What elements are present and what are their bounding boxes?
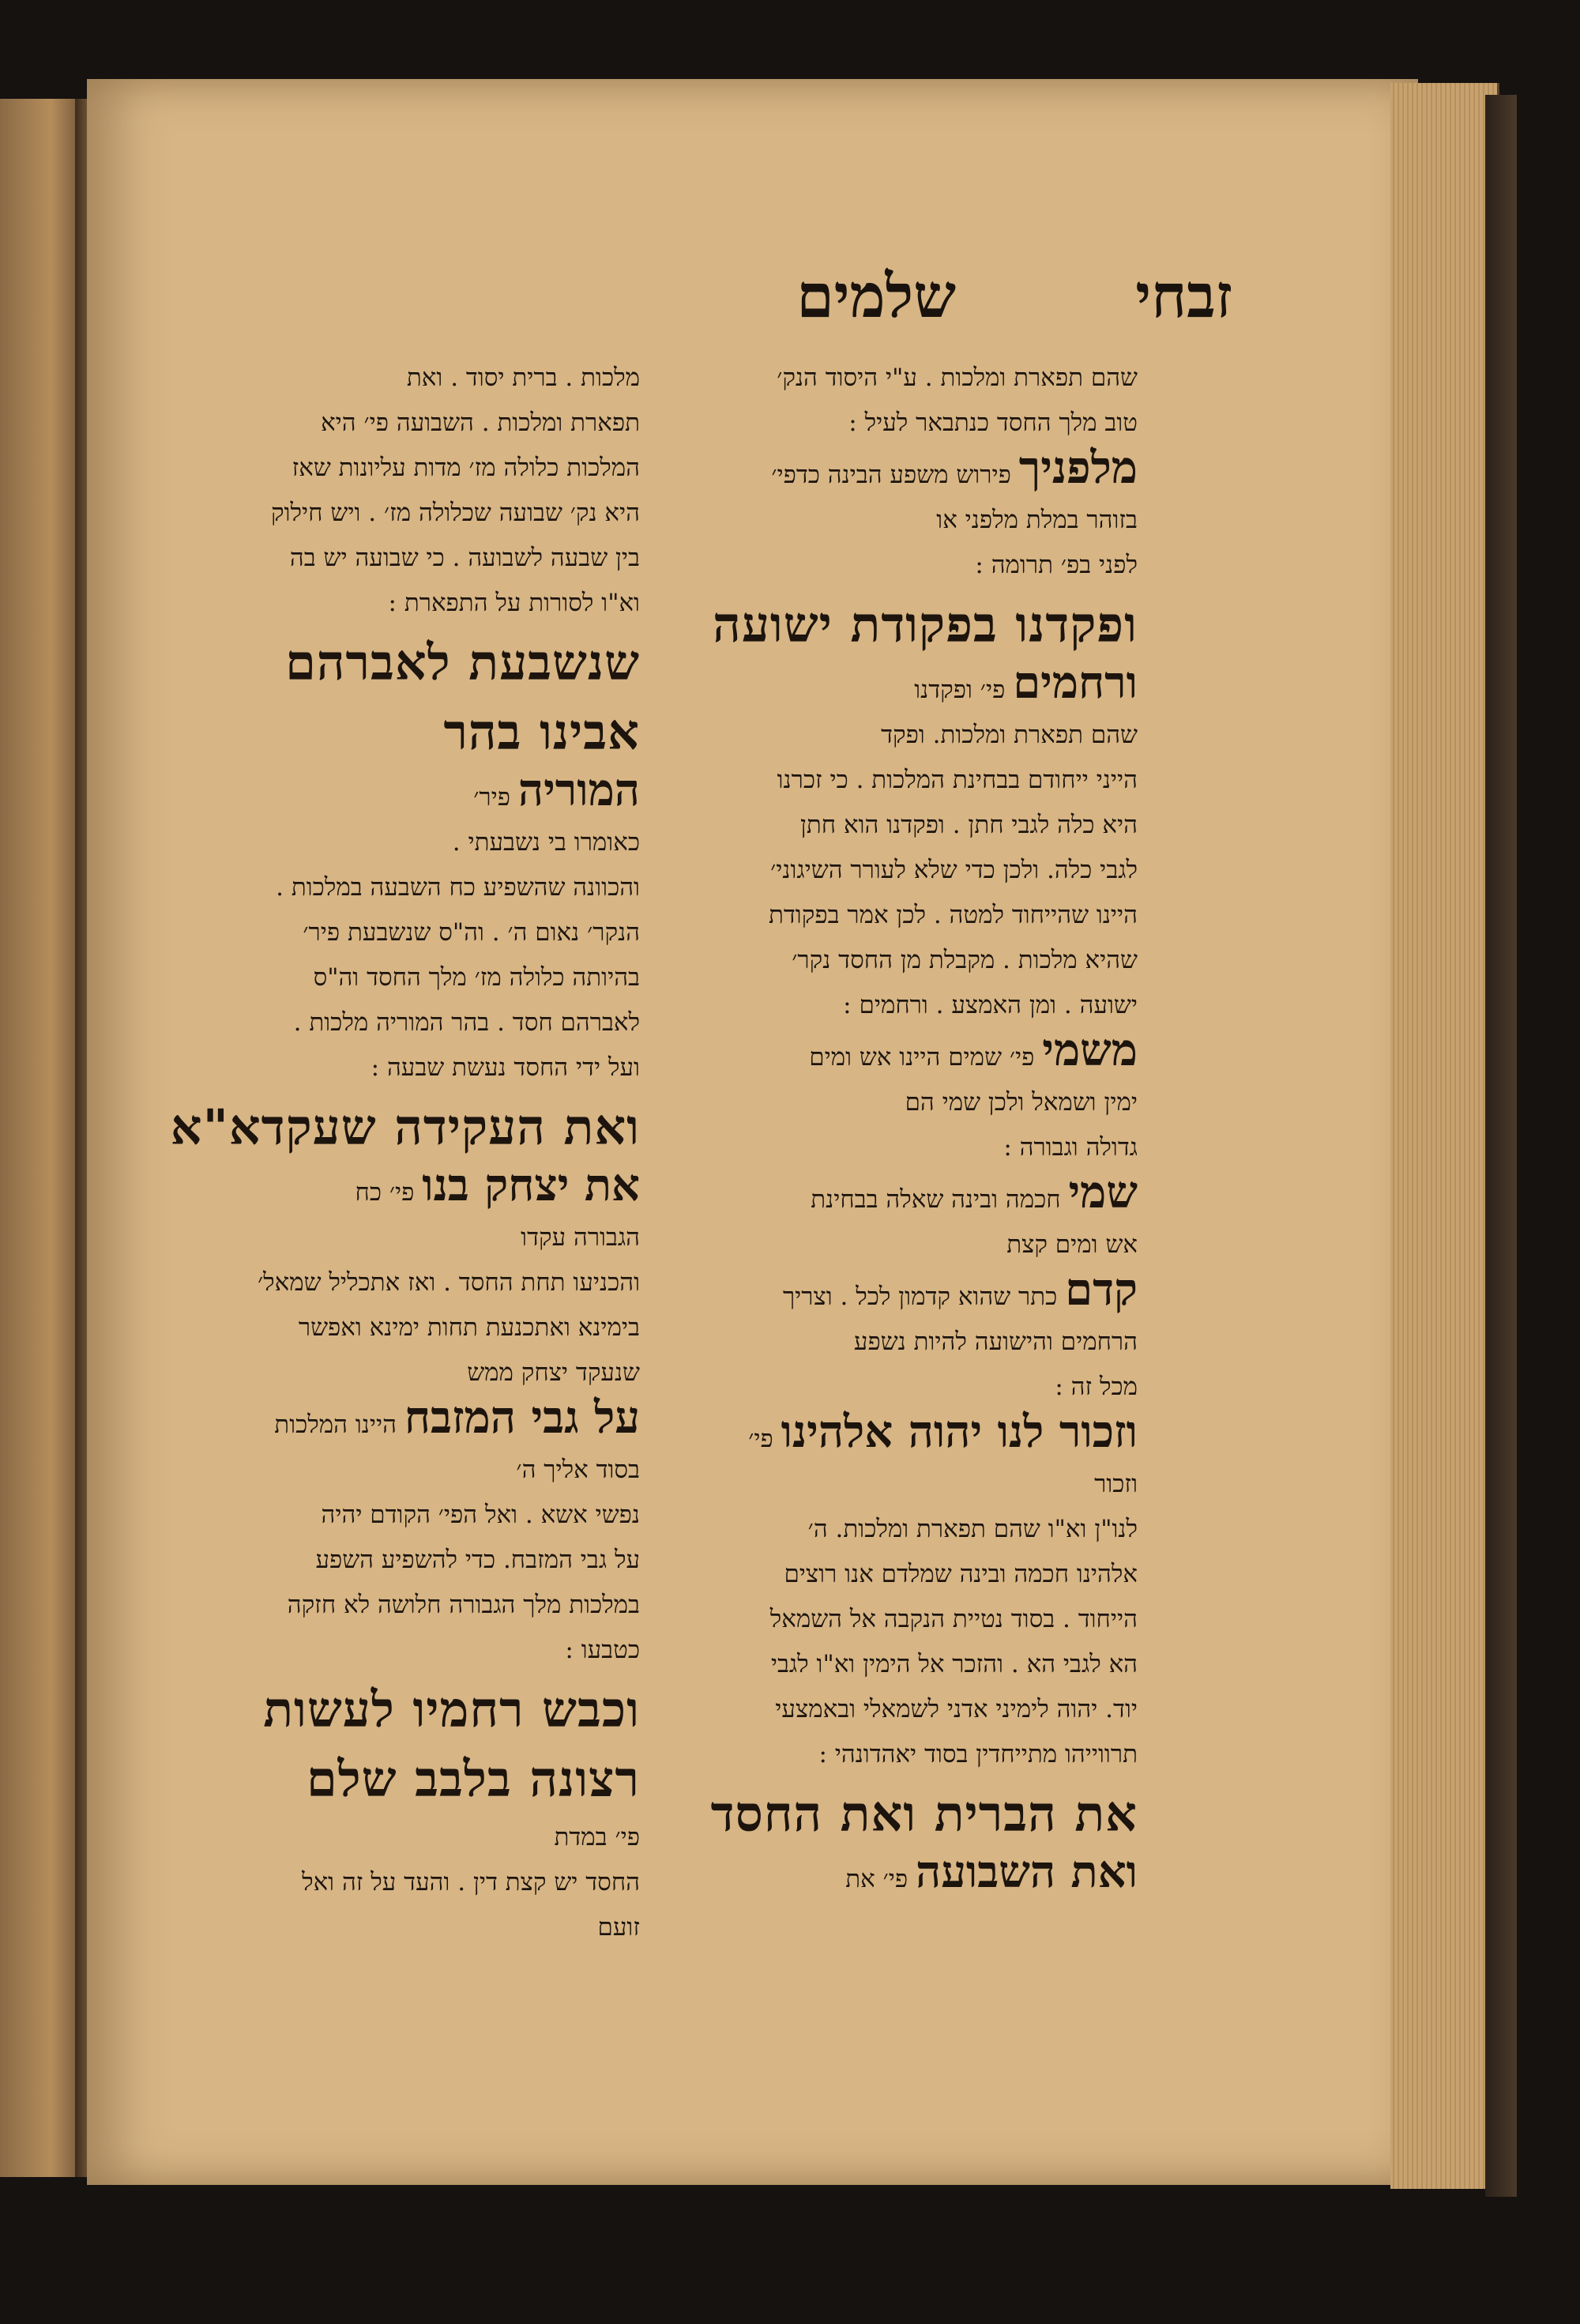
running-header-right: זבחי — [1135, 261, 1232, 331]
heading-line: את הברית ואת החסד — [710, 1785, 1138, 1843]
text-line: הרחמים והישועה להיות נשפע — [853, 1328, 1138, 1356]
text-line: היא נק׳ שבועה שכלולה מז׳ . ויש חילוק — [271, 499, 640, 527]
text-line: המלכות כלולה מז׳ מדות עליונות שאז — [292, 454, 640, 482]
text-line-with-lead — [648, 1264, 1138, 1320]
text-line: זועם — [597, 1913, 640, 1942]
lead-word: ואת השבועה — [915, 1846, 1138, 1898]
lead-word: המוריה — [517, 764, 640, 816]
lead-word: שמי — [1068, 1166, 1138, 1218]
lead-word: ורחמים — [1013, 657, 1138, 709]
lead-gloss: פי׳ כח — [355, 1178, 415, 1207]
text-line: נפשי אשא . ואל הפי׳ הקודם יהיה — [321, 1501, 640, 1529]
text-line-with-lead — [648, 1166, 1138, 1222]
lead-gloss: פי׳ שמים היינו אש ומים — [809, 1043, 1035, 1072]
text-line: היינו שהייחוד למטה . לכן אמר בפקודת — [768, 901, 1138, 929]
heading-line: אבינו בהר — [443, 703, 640, 761]
lead-gloss: פיר׳ — [473, 783, 510, 812]
lead-word: וזכור לנו יהוה אלהינו — [781, 1406, 1138, 1458]
text-line: מלכות . ברית יסוד . ואת — [406, 363, 640, 392]
right-column — [648, 356, 1138, 1902]
running-header-left: שלמים — [796, 261, 956, 331]
text-line: כאומרו בי נשבעתי . — [452, 828, 640, 857]
heading-line: ופקדנו בפקודת ישועה — [713, 596, 1138, 654]
text-line: פי׳ במדת — [554, 1823, 640, 1851]
running-header — [442, 261, 1232, 348]
heading-line: וכבש רחמיו לעשות — [263, 1681, 640, 1738]
text-line-with-lead — [150, 1159, 640, 1215]
text-line: תפארת ומלכות . השבועה פי׳ היא — [321, 409, 640, 437]
text-line: שהם תפארת ומלכות . ע"י היסוד הנק׳ — [777, 363, 1138, 392]
text-line: לגבי כלה. ולכן כדי שלא לעורר השיגוני׳ — [770, 856, 1138, 884]
text-line: וא"ו לסורות על התפארת : — [388, 589, 640, 617]
text-line: הא לגבי הא . והזכר אל הימין וא"ו לגבי — [770, 1650, 1138, 1678]
text-line: אלהינו חכמה ובינה שמלדם אנו רוצים — [784, 1560, 1138, 1588]
text-line: הייחוד . בסוד נטיית הנקבה אל השמאל — [769, 1605, 1138, 1633]
book-cover-edge — [1485, 95, 1517, 2197]
text-line: אש ומים קצת — [1006, 1230, 1138, 1259]
lead-gloss: חכמה ובינה שאלה בבחינת — [811, 1185, 1061, 1214]
text-line-with-lead — [648, 442, 1138, 498]
text-line: החסד יש קצת דין . והעד על זה ואל — [302, 1868, 640, 1896]
lead-gloss: פירוש משפע הבינה כדפי׳ — [771, 461, 1011, 489]
text-line: מכל זה : — [1055, 1373, 1138, 1401]
facing-page-edge — [0, 99, 85, 2177]
text-line: בימינא ואתכנעת תחות ימינא ואפשר — [298, 1313, 640, 1342]
heading-line: שנשבעת לאברהם — [285, 634, 640, 691]
text-line: הנקר׳ נאום ה׳ . וה"ס שנשבעת פיר׳ — [303, 918, 640, 947]
text-line-with-lead — [648, 1406, 1138, 1462]
text-line: והכניעו תחת החסד . ואז אתכליל שמאל׳ — [257, 1268, 640, 1297]
text-line: בין שבעה לשבועה . כי שבועה יש בה — [289, 544, 640, 572]
text-line: הגבורה עקדו — [521, 1223, 640, 1252]
text-line: ימין ושמאל ולכן שמי הם — [905, 1088, 1138, 1117]
text-line: לנו"ן וא"ו שהם תפארת ומלכות. ה׳ — [807, 1515, 1138, 1543]
lead-word: על גבי המזבח — [404, 1392, 640, 1444]
text-line-with-lead — [648, 1024, 1138, 1080]
text-line: כטבעו : — [565, 1636, 640, 1664]
text-line: בסוד אליך ה׳ — [516, 1456, 640, 1484]
text-line: שהם תפארת ומלכות. ופקד — [881, 721, 1138, 749]
left-column — [150, 356, 640, 1950]
text-line: טוב מלך החסד כנתבאר לעיל : — [848, 409, 1138, 437]
lead-gloss: פי׳ ופקדנו — [914, 676, 1006, 704]
lead-gloss: כתר שהוא קדמון לכל . וצריך — [782, 1283, 1058, 1311]
lead-word: את יצחק בנו — [422, 1159, 640, 1211]
text-line-with-lead — [150, 1392, 640, 1448]
heading-line: ואת העקידה שעקדא"א — [170, 1098, 640, 1156]
text-line: בזוהר במלת מלפני או — [936, 506, 1138, 534]
text-line: תרווייהו מתייחדין בסוד יאהדונהי : — [818, 1740, 1138, 1768]
text-line: שהיא מלכות . מקבלת מן החסד נקר׳ — [792, 946, 1138, 974]
text-line: לאברהם חסד . בהר המוריה מלכות . — [293, 1008, 640, 1037]
text-line: על גבי המזבח. כדי להשפיע השפע — [315, 1546, 640, 1574]
heading-line: רצונה בלבב שלם — [306, 1750, 640, 1808]
lead-word: קדם — [1065, 1264, 1138, 1316]
text-line: גדולה וגבורה : — [1003, 1133, 1138, 1162]
text-line: יוד. יהוה לימיני אדני לשמאלי ובאמצעי — [775, 1695, 1138, 1723]
text-line: ישועה . ומן האמצע . ורחמים : — [843, 991, 1138, 1019]
text-line: בהיותה כלולה מז׳ מלך החסד וה"ס — [313, 963, 640, 992]
text-line-with-lead — [648, 1846, 1138, 1902]
lead-gloss: פי׳ את — [845, 1865, 908, 1893]
lead-gloss: היינו המלכות — [274, 1411, 397, 1439]
lead-word: מלפניך — [1018, 442, 1138, 494]
text-line: וזכור — [1094, 1470, 1138, 1498]
page-stack-edges — [1390, 83, 1499, 2189]
text-line: במלכות מלך הגבורה חלושה לא חזקה — [287, 1591, 640, 1619]
text-line: היא כלה לגבי חתן . ופקדנו הוא חתן — [799, 811, 1138, 839]
text-line-with-lead — [150, 764, 640, 820]
lead-gloss: פי׳ — [748, 1425, 773, 1453]
text-line: לפני בפ׳ תרומה : — [975, 551, 1138, 579]
text-line: הייני ייחודם בבחינת המלכות . כי זכרנו — [777, 766, 1138, 794]
text-line: שנעקד יצחק ממש — [467, 1358, 640, 1387]
lead-word: משמי — [1042, 1024, 1138, 1076]
text-line: ועל ידי החסד נעשת שבעה : — [371, 1053, 640, 1082]
text-line: והכוונה שהשפיע כח השבעה במלכות . — [276, 873, 640, 902]
text-line-with-lead — [648, 657, 1138, 713]
